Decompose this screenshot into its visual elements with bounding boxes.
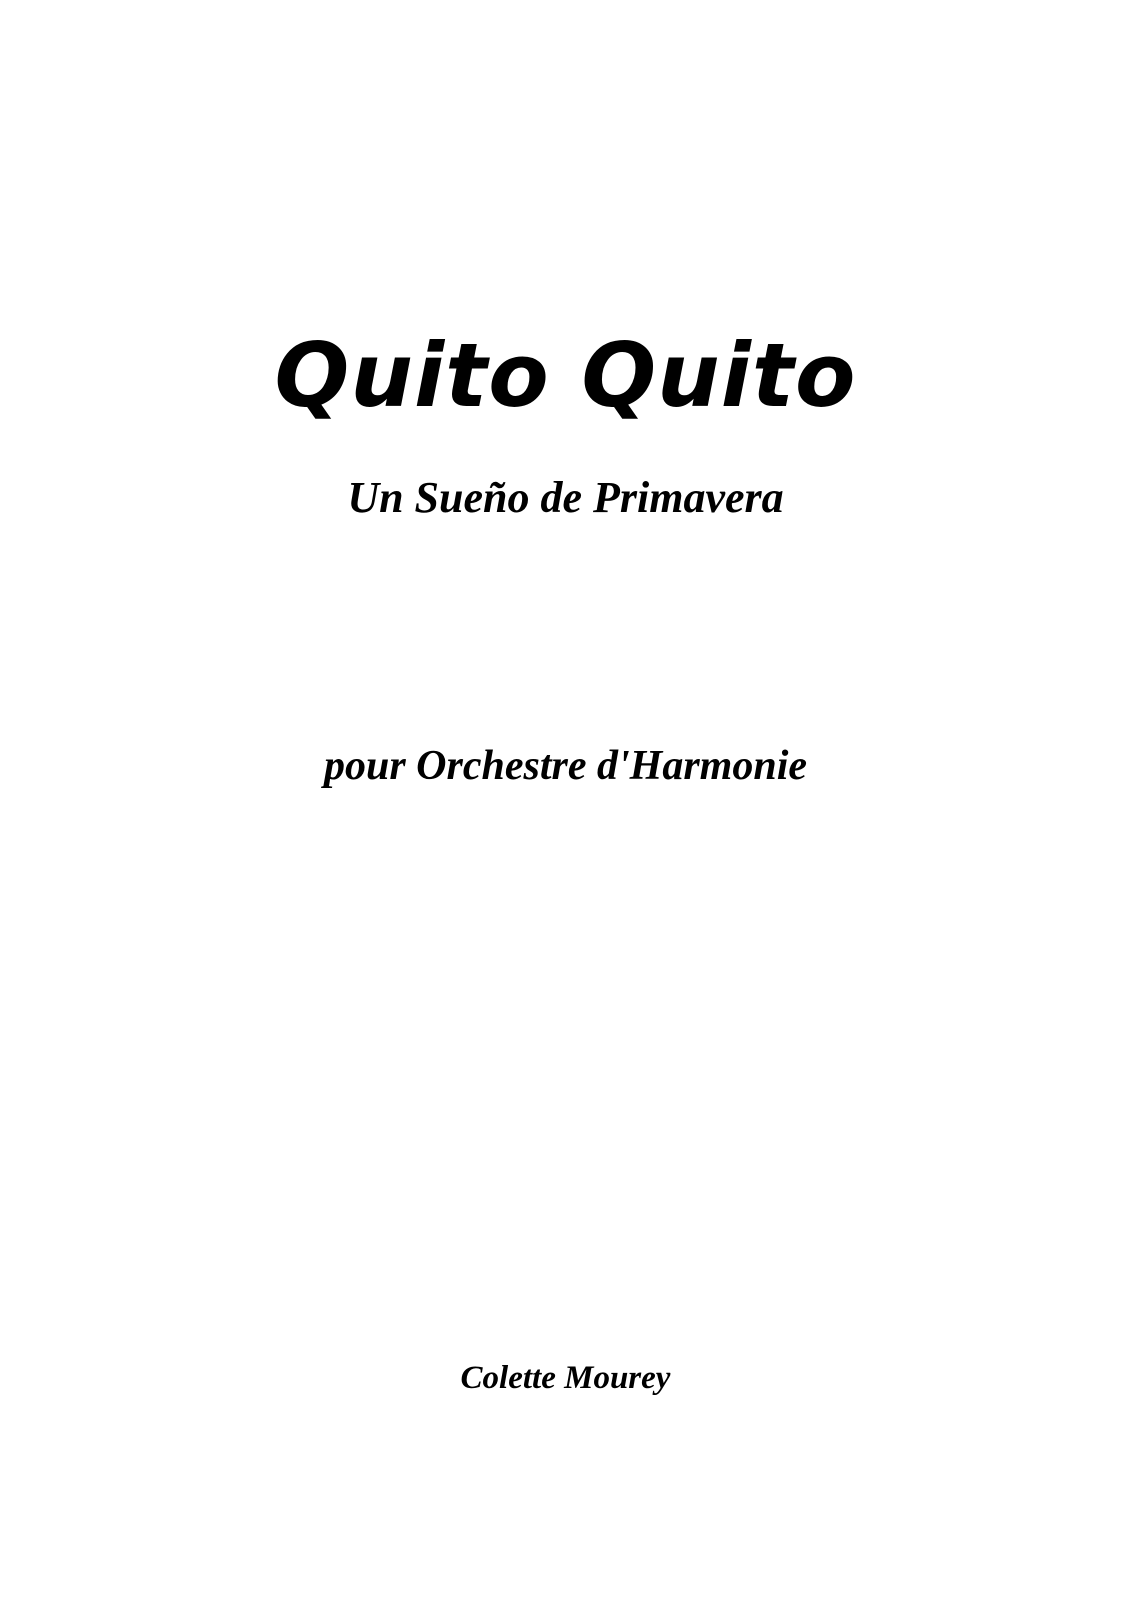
ensemble-line: pour Orchestre d'Harmonie (323, 743, 808, 789)
subtitle-block (0, 472, 1131, 523)
ensemble-block (0, 742, 1131, 790)
composer-name: Colette Mourey (460, 1360, 671, 1396)
title-block (0, 324, 1131, 427)
page-subtitle: Un Sueño de Primavera (347, 473, 784, 522)
composer-block (0, 1360, 1131, 1397)
page-title: Quito Quito (274, 324, 857, 427)
